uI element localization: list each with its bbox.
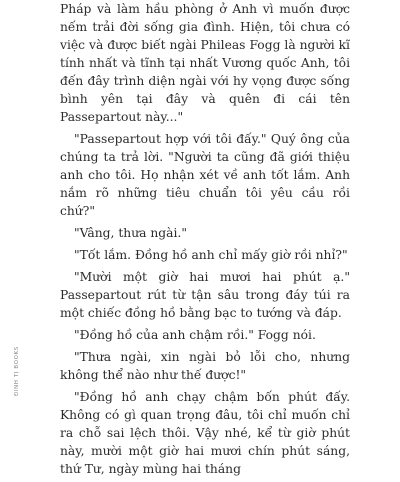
- body-text: [60, 0, 350, 482]
- paragraph-3: "Vâng, thưa ngài.": [74, 226, 187, 240]
- paragraph-1: Pháp và làm hầu phòng ở Anh vì muốn được nếm trải đời sống gia đình. Hiện, tôi chưa có việc và được biết ngài Phileas Fogg là người kĩ tính nhất và tĩnh tại nhất Vương quốc Anh, tôi đến đây trình diện ngài với hy vọng được sống bình yên tại đây và quên đi cái tên Passepartout này...": [60, 2, 350, 124]
- publisher-label: ĐINH TỊ BOOKS: [14, 346, 20, 396]
- publisher-spine: [10, 276, 20, 396]
- paragraph-7: "Thưa ngài, xin ngài bỏ lỗi cho, nhưng không thể nào như thế được!": [60, 350, 350, 382]
- paragraph-2: "Passepartout hợp với tôi đấy." Quý ông của chúng ta trả lời. "Người ta cũng đã giới thiệu anh cho tôi. Họ nhận xét về anh tốt lắm. Anh nắm rõ những tiêu chuẩn tôi yêu cầu rồi chứ?": [60, 132, 350, 218]
- paragraph-5: "Mười một giờ hai mươi hai phút ạ." Passepartout rút từ tận sâu trong đáy túi ra một chiếc đồng hồ bằng bạc to tướng và đáp.: [60, 270, 350, 320]
- paragraph-4: "Tốt lắm. Đồng hồ anh chỉ mấy giờ rồi nhỉ?": [74, 248, 348, 262]
- paragraph-8: "Đồng hồ anh chạy chậm bốn phút đấy. Không có gì quan trọng đâu, tôi chỉ muốn chỉ ra chỗ sai lệch thôi. Vậy nhé, kể từ giờ phút này, mười một giờ hai mươi chín phút sáng, thứ Tư, ngày mùng hai tháng: [60, 390, 350, 476]
- paragraph-6: "Đồng hồ của anh chậm rồi." Fogg nói.: [74, 328, 316, 342]
